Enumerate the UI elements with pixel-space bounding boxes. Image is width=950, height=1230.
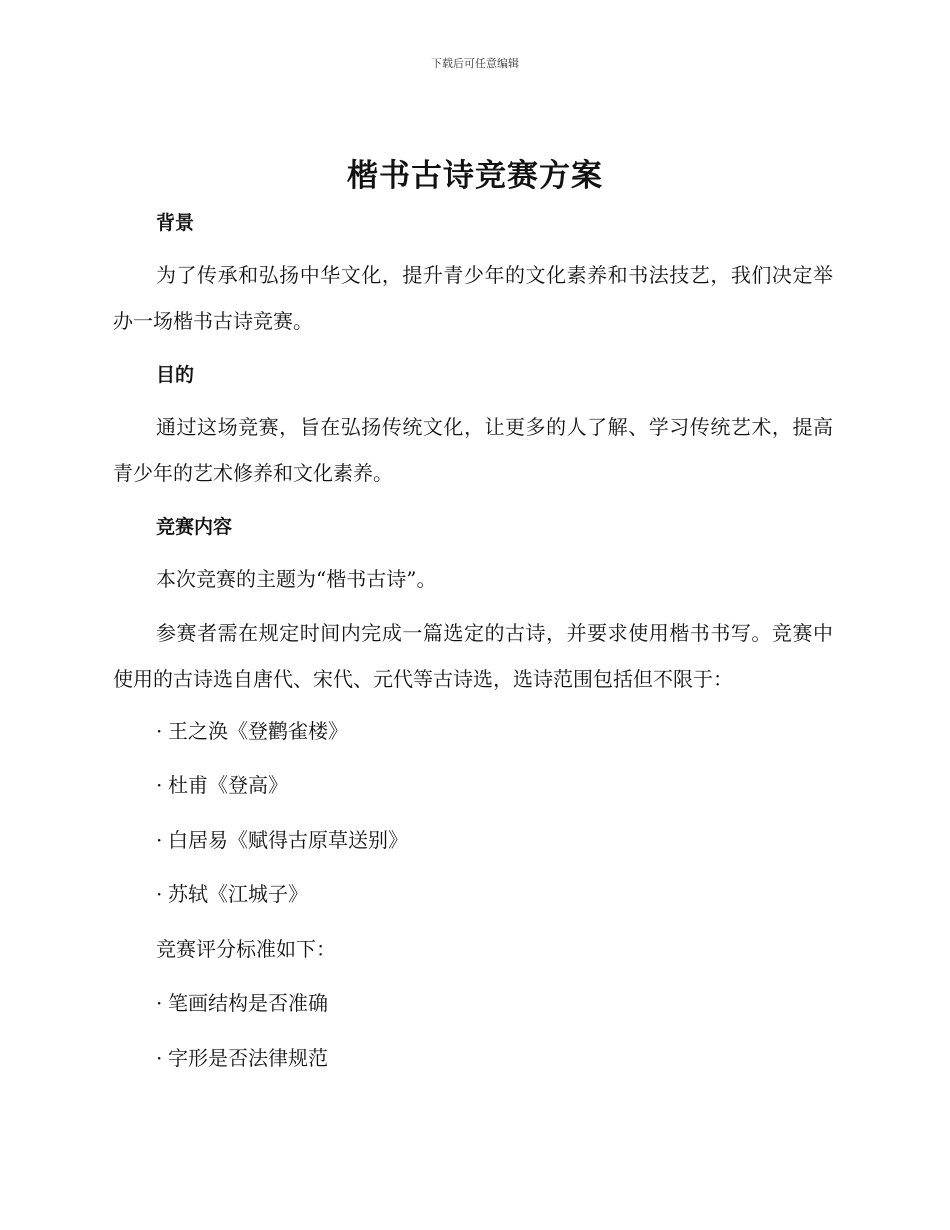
heading-content: 竞赛内容 xyxy=(156,516,233,538)
bullet-icon: · xyxy=(156,719,163,743)
paragraph-criteria-intro: 竞赛评分标准如下： xyxy=(156,937,336,961)
poem-item: 王之涣《登鹳雀楼》 xyxy=(168,719,348,743)
list-item xyxy=(156,1043,328,1073)
bullet-icon: · xyxy=(156,773,163,797)
list-item xyxy=(156,988,328,1018)
criteria-item: 笔画结构是否准确 xyxy=(168,991,328,1015)
heading-background: 背景 xyxy=(156,212,195,234)
bullet-icon: · xyxy=(156,1046,163,1070)
poem-item: 苏轼《江城子》 xyxy=(168,882,308,906)
paragraph-requirement: 参赛者需在规定时间内完成一篇选定的古诗，并要求使用楷书书写。竞赛中使用的古诗选自唐代、宋代、元代等古诗选，选诗范围包括但不限于： xyxy=(113,621,833,691)
paragraph-theme: 本次竞赛的主题为“楷书古诗”。 xyxy=(156,567,437,591)
list-item xyxy=(156,879,308,909)
poem-item: 白居易《赋得古原草送别》 xyxy=(168,828,408,852)
page-title: 楷书古诗竞赛方案 xyxy=(347,158,603,194)
bullet-icon: · xyxy=(156,882,163,906)
list-item xyxy=(156,825,408,855)
heading-purpose: 目的 xyxy=(156,364,195,386)
header-note: 下载后可任意编辑 xyxy=(431,57,519,70)
criteria-item: 字形是否法律规范 xyxy=(168,1046,328,1070)
list-item xyxy=(156,770,288,800)
bullet-icon: · xyxy=(156,991,163,1015)
bullet-icon: · xyxy=(156,828,163,852)
list-item xyxy=(156,716,348,746)
paragraph-background: 为了传承和弘扬中华文化，提升青少年的文化素养和书法技艺，我们决定举办一场楷书古诗竞赛。 xyxy=(113,263,833,333)
poem-item: 杜甫《登高》 xyxy=(168,773,288,797)
paragraph-purpose: 通过这场竞赛，旨在弘扬传统文化，让更多的人了解、学习传统艺术，提高青少年的艺术修养和文化素养。 xyxy=(113,415,833,485)
